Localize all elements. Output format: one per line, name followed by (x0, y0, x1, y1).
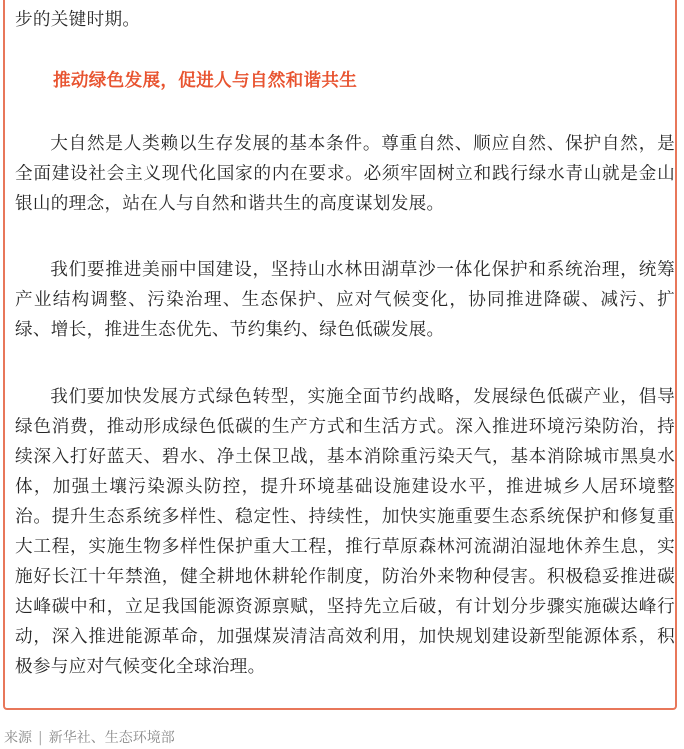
paragraph-green-transition: 我们要加快发展方式绿色转型，实施全面节约战略，发展绿色低碳产业，倡导绿色消费，推动形成绿色低碳的生产方式和生活方式。深入推进环境污染防治，持续深入打好蓝天、碧水、净土保卫战，基本消除重污染天气，基本消除城市黑臭水体，加强土壤污染源头防控，提升环境基础设施建设水平，推进城乡人居环境整治。提升生态系统多样性、稳定性、持续性，加快实施重要生态系统保护和修复重大工程，实施生物多样性保护重大工程，推行草原森林河流湖泊湿地休养生息，实施好长江十年禁渔，健全耕地休耕轮作制度，防治外来物种侵害。积极稳妥推进碳达峰碳中和，立足我国能源资源禀赋，坚持先立后破，有计划分步骤实施碳达峰行动，深入推进能源革命，加强煤炭清洁高效利用，加快规划建设新型能源体系，积极参与应对气候变化全球治理。 (15, 387, 675, 677)
source-line (4, 727, 175, 749)
intro-text-tail: 步的关键时期。 (15, 10, 141, 30)
source-label: 来源 (4, 730, 32, 746)
section-heading: 推动绿色发展，促进人与自然和谐共生 (53, 71, 358, 91)
article-card (3, 0, 677, 710)
paragraph-beautiful-china: 我们要推进美丽中国建设，坚持山水林田湖草沙一体化保护和系统治理，统筹产业结构调整、污染治理、生态保护、应对气候变化，协同推进降碳、减污、扩绿、增长，推进生态优先、节约集约、绿色低碳发展。 (15, 260, 675, 340)
source-separator: | (38, 730, 43, 746)
paragraph-nature: 大自然是人类赖以生存发展的基本条件。尊重自然、顺应自然、保护自然，是全面建设社会主义现代化国家的内在要求。必须牢固树立和践行绿水青山就是金山银山的理念，站在人与自然和谐共生的高度谋划发展。 (15, 134, 675, 214)
source-value: 新华社、生态环境部 (48, 730, 175, 746)
